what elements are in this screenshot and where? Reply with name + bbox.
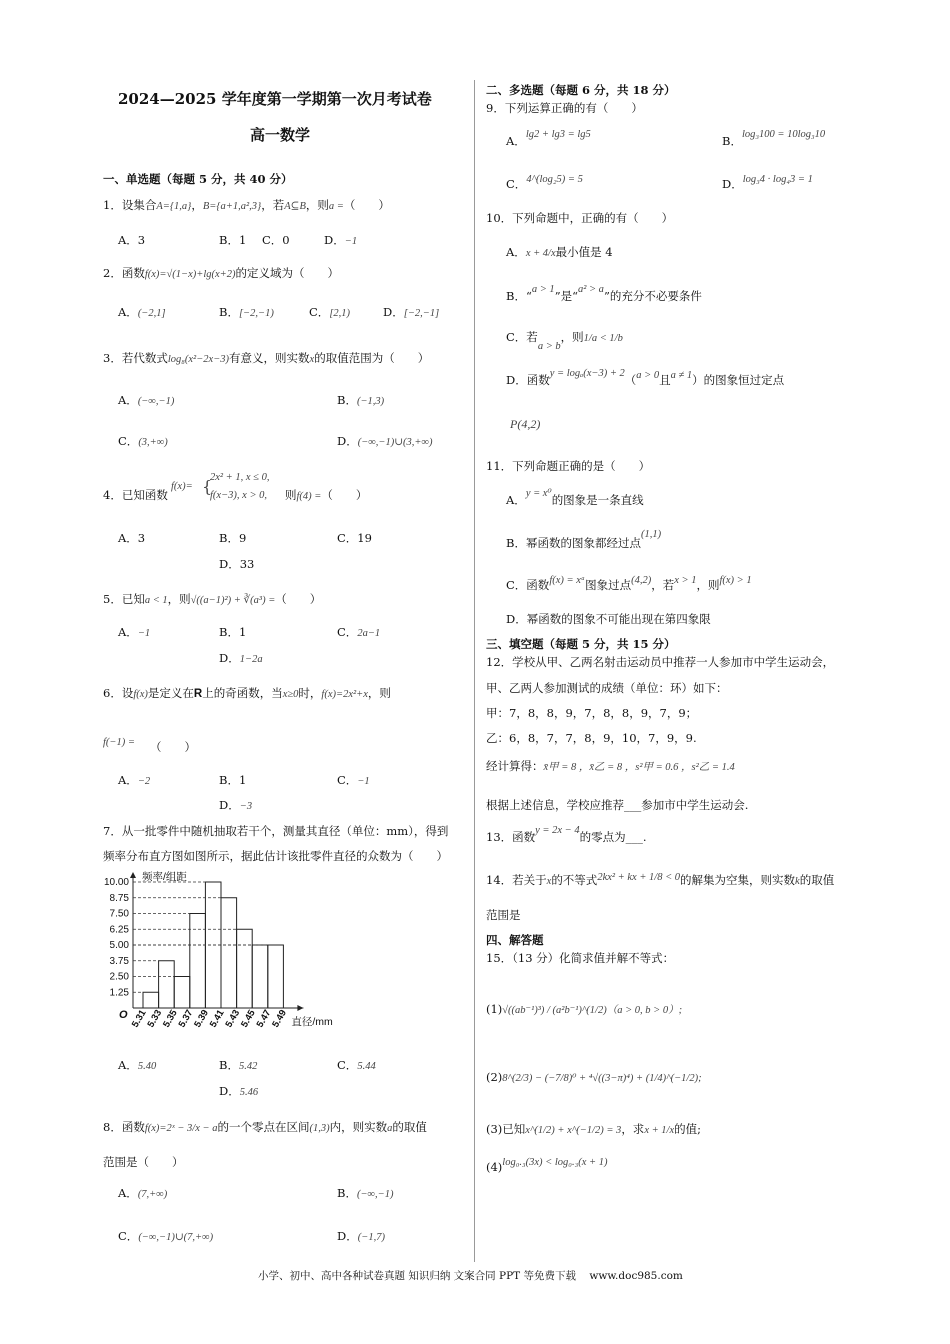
x-tick-label: 5.41 [207,1008,227,1030]
q4-option-d[interactable]: D．33 [219,557,255,571]
q3-option-a[interactable]: A．(−∞,−1) [118,393,175,407]
x-axis-arrow-icon [297,1005,303,1011]
q3-math-log: log₈(x²−2x−3) [167,354,230,365]
q7-option-a[interactable]: A．5.40 [118,1058,157,1072]
q11-option-c[interactable]: C．函数f(x) = xᵃ图象过点(4,2)，若x > 1，则f(x) > 1 [506,575,752,592]
footer-url[interactable]: www.doc985.com [589,1270,683,1282]
q4-option-c[interactable]: C．19 [337,531,372,545]
y-tick-label: 2.50 [109,971,129,983]
q4-math-f: f(x)= [171,481,193,492]
q6-option-d[interactable]: D．−3 [219,798,253,812]
y-axis-label: 频率/组距 [142,871,187,883]
q10-point: P(4,2) [510,417,541,431]
q11-option-d[interactable]: D．幂函数的图象不可能出现在第四象限 [506,612,711,626]
histogram-bar [159,961,175,1008]
q2-option-a[interactable]: A．(−2,1] [118,305,166,319]
q6-option-b[interactable]: B．1 [219,773,247,787]
y-tick-label: 8.75 [109,892,129,904]
histogram-bar [237,929,253,1008]
section-2-title: 二、多选题（每题 6 分，共 18 分） [486,83,676,97]
q1-option-a[interactable]: A．3 [118,233,146,247]
q9-option-a[interactable]: A．lg2 + lg3 = lg5 [506,129,591,148]
x-tick-label: 5.39 [192,1008,211,1030]
histogram-bar [174,977,190,1009]
q5-option-a[interactable]: A．−1 [118,625,151,639]
q3-option-d[interactable]: D．(−∞,−1)∪(3,+∞) [337,434,433,448]
q5-option-d[interactable]: D．1−2a [219,651,263,665]
q1-tail: ，则 [305,198,329,212]
q1-math-subset: A⊆B [284,201,306,212]
histogram-bar [268,945,284,1008]
y-tick-label: 6.25 [109,924,129,936]
q9-option-d[interactable]: D．log₃4 · log₄3 = 1 [722,174,813,191]
q3-option-b[interactable]: B．(−1,3) [337,393,385,407]
frequency-histogram [90,868,350,1033]
q5-math-expr: √((a−1)²) + ∛(a³) = [190,595,276,606]
histogram-bar [252,945,268,1008]
q1-sep: ， [191,198,203,212]
x-axis-label: 直径/mm [291,1016,333,1028]
q9-option-b[interactable]: B．log₃100 = 10log₃10 [722,129,826,148]
q8-option-b[interactable]: B．(−∞,−1) [337,1186,394,1200]
section-3-title: 三、填空题（每题 5 分，共 15 分） [486,637,676,651]
y-tick-label: 5.00 [109,940,129,951]
x-tick-label: 5.49 [270,1008,289,1030]
q5-option-c[interactable]: C．2a−1 [337,625,381,639]
q4-case-2: f(x−3), x > 0, [210,490,268,501]
footer-text: 小学、初中、高中各种试卷真题 知识归纳 文案合同 PPT 等免费下载 [258,1270,576,1282]
x-tick-label: 5.37 [176,1008,196,1030]
q8-option-c[interactable]: C．(−∞,−1)∪(7,+∞) [118,1229,214,1243]
footer [258,1269,683,1283]
q4-option-a[interactable]: A．3 [118,531,146,545]
y-tick-label: 10.00 [103,877,129,888]
x-tick-label: 5.45 [239,1008,258,1030]
histogram-bar [143,992,159,1008]
q1-stem: 1．设集合 [103,198,157,212]
y-tick-label: 7.50 [109,908,129,920]
column-divider [474,80,475,1262]
y-axis-arrow-icon [130,872,136,878]
section-1-title: 一、单选题（每题 5 分，共 40 分） [103,172,293,186]
q8-option-d[interactable]: D．(−1,7) [337,1229,385,1243]
histogram-bar [221,898,237,1008]
q10-option-b[interactable]: B．“a > 1”是“a² > a”的充分不必要条件 [506,284,702,303]
q11-option-b[interactable]: B．幂函数的图象都经过点(1,1) [506,529,662,550]
q1-option-d[interactable]: D．−1 [324,233,358,247]
q12-stats: x̄甲 = 8 ，x̄乙 = 8 ，s²甲 = 0.6 ，s²乙 = 1.4 [543,762,735,773]
q1-math-a: A={1,a} [156,201,192,212]
q7-option-b[interactable]: B．5.42 [219,1058,258,1072]
histogram-bar [190,914,206,1009]
q4-case-1: 2x² + 1, x ≤ 0, [210,472,270,483]
x-tick-label: 5.43 [223,1008,243,1030]
section-4-title: 四、解答题 [486,933,544,947]
origin-label: O [119,1009,128,1021]
q2-option-b[interactable]: B．[−2,−1) [219,305,274,319]
q8-option-a[interactable]: A．(7,+∞) [118,1186,168,1200]
y-tick-label: 1.25 [109,987,129,999]
subject-title: 高一数学 [250,126,311,144]
q1-math-b: B={a+1,a²,3} [202,201,262,212]
q10-option-d[interactable]: D．函数y = logₐ(x−3) + 2（a > 0且a ≠ 1）的图象恒过定点 [506,368,785,387]
q1-paren: （ ） [343,198,390,212]
q1-option-b[interactable]: B．1 [219,233,247,247]
q11-option-a[interactable]: A．y = x⁰的图象是一条直线 [506,488,644,507]
q3-option-c[interactable]: C．(3,+∞) [118,434,168,448]
q9-option-c[interactable]: C．4^(log₂5) = 5 [506,174,583,191]
q8-math-func: f(x)=2ˣ − 3/x − a [144,1123,218,1134]
q2-option-c[interactable]: C．[2,1) [309,305,351,319]
q15-part4-expr: log₀.₃(3x) < log₀.₃(x + 1) [502,1157,608,1168]
q15-part2-expr: 8^(2/3) − (−7/8)⁰ + ⁴√((3−π)⁴) + (1/4)^(−1/2); [502,1073,702,1084]
q10-option-a[interactable]: A．x + 4/x最小值是 4 [506,245,613,259]
q7-option-c[interactable]: C．5.44 [337,1058,376,1072]
q6-option-a[interactable]: A．−2 [118,773,151,787]
q4-brace-icon: { [202,477,213,496]
q15-part1-expr: √((ab⁻¹)³) / (a²b⁻¹)^(1/2)（a > 0, b > 0）; [502,1005,683,1016]
q1-math-answer: a = [328,201,344,212]
q7-option-d[interactable]: D．5.46 [219,1084,259,1098]
q10-option-c[interactable]: C．若a > b，则1/a < 1/b [506,330,623,352]
q6-option-c[interactable]: C．−1 [337,773,370,787]
x-tick-label: 5.33 [145,1008,165,1030]
q2-math-func: f(x)=√(1−x)+lg(x+2) [144,269,236,280]
q1-mid: ，若 [261,198,285,212]
exam-title: 2024—2025 学年度第一学期第一次月考试卷 [118,90,432,108]
q2-option-d[interactable]: D．[−2,−1] [383,305,440,319]
x-tick-label: 5.31 [129,1008,149,1030]
y-tick-label: 3.75 [109,955,129,967]
x-tick-label: 5.35 [161,1008,180,1030]
q1-option-c[interactable]: C．0 [262,233,290,247]
x-tick-label: 5.47 [254,1008,274,1030]
q4-option-b[interactable]: B．9 [219,531,247,545]
q5-option-b[interactable]: B．1 [219,625,247,639]
